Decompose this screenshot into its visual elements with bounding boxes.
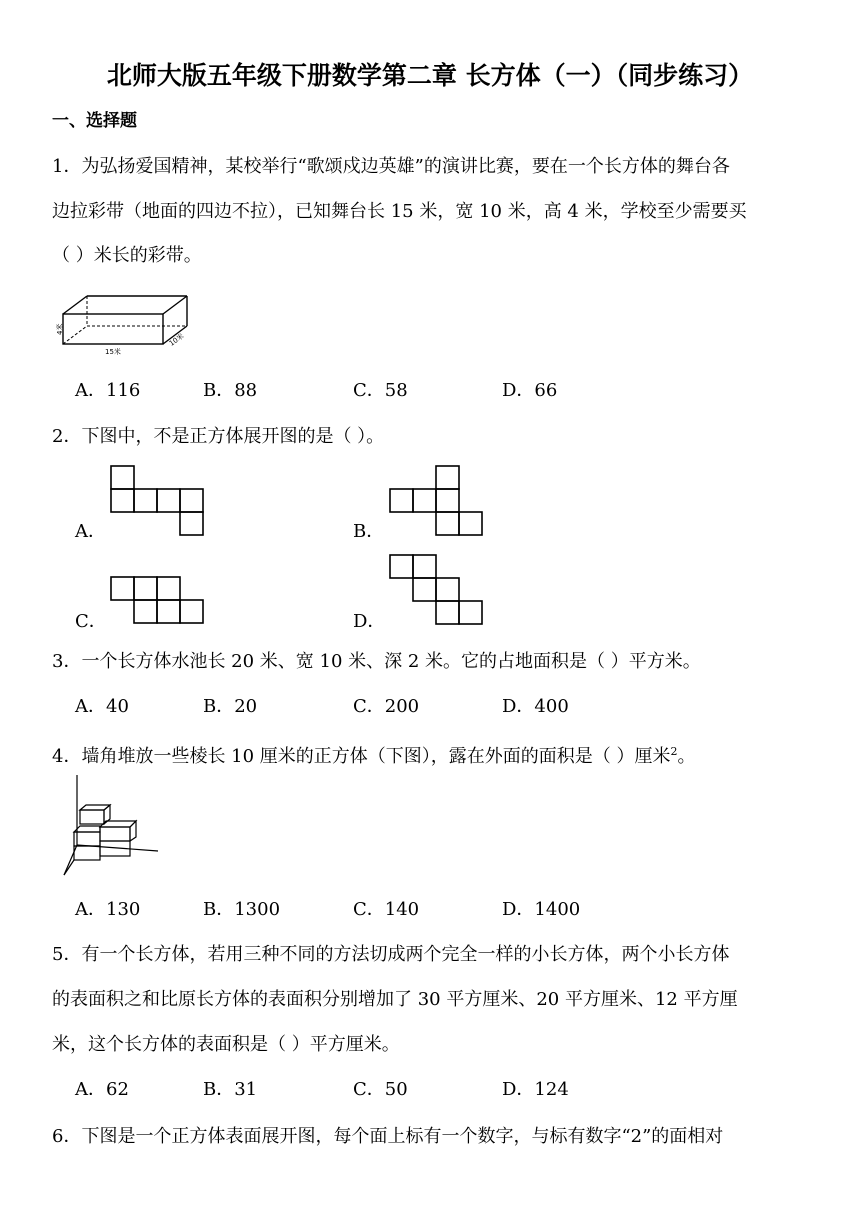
- q5-option-b[interactable]: B．31: [203, 1079, 258, 1100]
- q2-text: 2．下图中，不是正方体展开图的是（ ）。: [52, 426, 385, 447]
- q1-width-label: 10米: [167, 332, 186, 348]
- q5-line-2: 的表面积之和比原长方体的表面积分别增加了 30 平方厘米、20 平方厘米、12 平方厘: [52, 989, 738, 1010]
- q3-option-b[interactable]: B．20: [203, 696, 258, 717]
- q1-line-2: 边拉彩带（地面的四边不拉），已知舞台长 15 米，宽 10 米，高 4 米，学校至少需要买: [52, 201, 747, 222]
- q5-option-d[interactable]: D．124: [502, 1079, 569, 1100]
- q4-stacked-cubes-figure: [60, 775, 170, 879]
- q4-text: [52, 740, 696, 769]
- q1-option-d[interactable]: D．66: [502, 380, 558, 401]
- q2-net-a: [110, 465, 206, 537]
- section-heading: 一、选择题: [52, 111, 137, 131]
- q4-option-c[interactable]: C．140: [353, 899, 420, 920]
- q4-option-a[interactable]: A．130: [75, 899, 141, 920]
- page-title: 北师大版五年级下册数学第二章 长方体（一）（同步练习）: [106, 61, 754, 90]
- q1-height-label: 4米: [56, 323, 64, 335]
- q1-option-b[interactable]: B．88: [203, 380, 258, 401]
- q4-text-main: 4．墙角堆放一些棱长 10 厘米的正方体（下图），露在外面的面积是（ ）厘米: [52, 746, 671, 767]
- q5-line-3: 米，这个长方体的表面积是（ ）平方厘米。: [52, 1034, 400, 1055]
- q4-unit-exponent: 2: [670, 745, 678, 758]
- q1-cuboid-figure: [55, 292, 195, 362]
- q3-option-d[interactable]: D．400: [502, 696, 569, 717]
- q2-option-b[interactable]: B．: [353, 521, 385, 542]
- q2-net-c: [110, 576, 206, 626]
- q5-option-a[interactable]: A．62: [75, 1079, 129, 1100]
- q3-option-a[interactable]: A．40: [75, 696, 129, 717]
- q1-line-3: （ ）米长的彩带。: [52, 245, 202, 266]
- q3-text: 3．一个长方体水池长 20 米、宽 10 米、深 2 米。它的占地面积是（ ）平方米。: [52, 651, 701, 672]
- q2-net-d: [389, 554, 485, 626]
- q5-line-1: 5．有一个长方体，若用三种不同的方法切成两个完全一样的小长方体，两个小长方体: [52, 944, 730, 965]
- q2-option-c[interactable]: C．: [75, 611, 107, 632]
- q2-option-a[interactable]: A．: [75, 521, 106, 542]
- q6-text: 6．下图是一个正方体表面展开图，每个面上标有一个数字，与标有数字“2”的面相对: [52, 1126, 724, 1147]
- q4-text-end: 。: [677, 746, 696, 767]
- q2-option-d[interactable]: D．: [353, 611, 386, 632]
- q1-option-c[interactable]: C．58: [353, 380, 408, 401]
- q1-line-1: 1．为弘扬爱国精神，某校举行“歌颂戍边英雄”的演讲比赛，要在一个长方体的舞台各: [52, 156, 730, 177]
- q2-net-b: [389, 465, 485, 537]
- q1-option-a[interactable]: A．116: [75, 380, 141, 401]
- q4-option-d[interactable]: D．1400: [502, 899, 581, 920]
- q5-option-c[interactable]: C．50: [353, 1079, 408, 1100]
- q3-option-c[interactable]: C．200: [353, 696, 420, 717]
- q1-length-label: 15米: [105, 348, 121, 356]
- q4-option-b[interactable]: B．1300: [203, 899, 281, 920]
